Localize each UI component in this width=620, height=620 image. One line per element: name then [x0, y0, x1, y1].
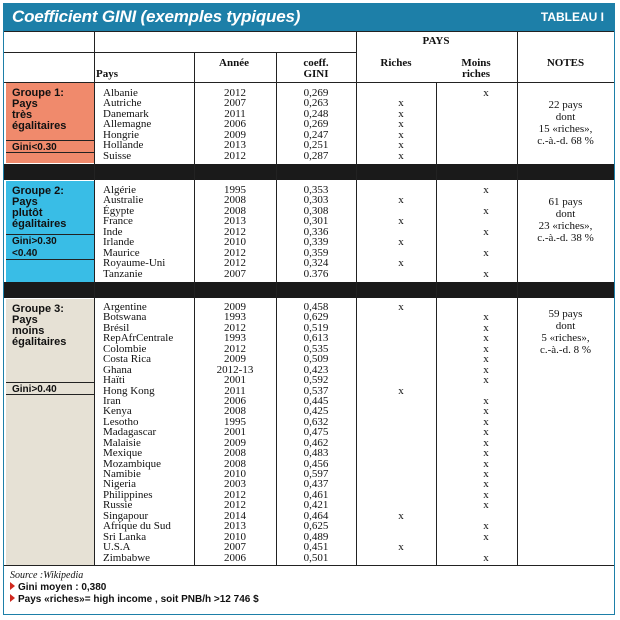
moins-mark: x: [483, 246, 489, 259]
country: Costa Rica: [103, 353, 151, 366]
country: Danemark: [103, 107, 149, 120]
year: 2007: [224, 541, 246, 554]
year: 2012: [224, 488, 246, 501]
moins-mark: x: [483, 405, 489, 418]
year: 2006: [224, 394, 246, 407]
moins-mark: x: [483, 342, 489, 355]
year: 2013: [224, 520, 246, 533]
group2-coeffs: [276, 185, 356, 279]
coeff: 0,501: [303, 551, 329, 564]
group3-cell: [6, 299, 95, 565]
coeff: 0,324: [303, 257, 329, 270]
moins-mark: x: [483, 267, 489, 280]
moins-mark: x: [483, 520, 489, 533]
country: Royaume-Uni: [103, 257, 166, 270]
year: 2012: [224, 499, 246, 512]
header-pays-group: PAYS: [422, 35, 450, 47]
riches-mark: x: [398, 301, 404, 313]
country: Suisse: [103, 149, 132, 162]
moins-mark: x: [483, 436, 489, 449]
year: 2007: [224, 97, 246, 110]
country: Allemagne: [103, 118, 152, 131]
group1-years: [194, 88, 276, 161]
country: Algérie: [103, 184, 136, 196]
coeff: 0,445: [303, 394, 329, 407]
moins-mark: x: [483, 321, 489, 334]
triangle-bullet-icon: [10, 582, 15, 590]
country: Afrique du Sud: [103, 520, 171, 533]
coeff: 0.376: [303, 267, 329, 280]
year: 2009: [224, 353, 246, 366]
rule: [4, 565, 614, 566]
moins-mark: x: [483, 363, 489, 376]
coeff: 0,423: [303, 363, 329, 376]
moins-mark: x: [483, 332, 489, 345]
coeff: 0,537: [303, 384, 329, 397]
country: Kenya: [103, 405, 132, 418]
year: 2012: [224, 342, 246, 355]
moins-mark: x: [483, 394, 489, 407]
year: 2012: [224, 225, 246, 238]
group2-cell: [6, 181, 95, 282]
moins-mark: x: [483, 478, 489, 491]
group3-countries: [103, 302, 173, 563]
group3-coeffs: [276, 302, 356, 563]
year: 1995: [224, 415, 246, 428]
coeff: 0,464: [303, 509, 329, 522]
group2-gini: Gini>0.30 <0.40: [6, 234, 95, 260]
year: 2013: [224, 215, 246, 228]
coeff: 0,456: [303, 457, 329, 470]
coeff: 0,303: [303, 194, 329, 207]
riches-mark: [356, 323, 446, 333]
coeff: 0,247: [303, 128, 329, 141]
coeff: 0,625: [303, 520, 329, 533]
country: Botswana: [103, 311, 147, 324]
country: Colombie: [103, 342, 147, 355]
year: 2012: [224, 321, 246, 334]
moins-mark: [436, 258, 536, 268]
riches-mark: x: [398, 257, 404, 270]
moins-mark: x: [483, 184, 489, 196]
country: Lesotho: [103, 415, 139, 428]
moins-mark: x: [483, 551, 489, 564]
riches-mark: [356, 448, 446, 458]
coeff: 0,613: [303, 332, 329, 345]
moins-mark: x: [483, 225, 489, 238]
group1-gini: Gini<0.30: [6, 140, 95, 153]
coeff: 0,308: [303, 204, 329, 217]
country: Malaisie: [103, 436, 141, 449]
moins-mark: x: [483, 499, 489, 512]
group3-label: Groupe 3: Pays moins égalitaires: [12, 303, 67, 348]
riches-mark: x: [398, 128, 404, 141]
country: Mexique: [103, 447, 143, 460]
country: Maurice: [103, 246, 140, 259]
moins-mark: x: [483, 447, 489, 460]
moins-mark: x: [483, 468, 489, 480]
riches-mark: x: [398, 236, 404, 249]
year: 2010: [224, 236, 246, 249]
country: Brésil: [103, 321, 130, 334]
riches-mark: [356, 406, 446, 416]
country: Iran: [103, 394, 121, 407]
year: 1993: [224, 311, 246, 324]
moins-mark: x: [483, 488, 489, 501]
coeff: 0,269: [303, 118, 329, 131]
riches-mark: [356, 417, 446, 427]
country: Albanie: [103, 87, 138, 99]
moins-mark: [436, 542, 536, 552]
group1-riches: [356, 88, 446, 161]
country: Hollande: [103, 139, 144, 152]
triangle-bullet-icon: [10, 594, 15, 602]
coeff: 0,519: [303, 321, 329, 334]
group2-riches: [356, 185, 446, 279]
country: Singapour: [103, 509, 149, 522]
group1-cell: [6, 83, 95, 163]
riches-mark: [356, 459, 446, 469]
gini-table-panel: [3, 3, 615, 615]
year: 2009: [224, 301, 246, 313]
country: Russie: [103, 499, 133, 512]
country: Tanzanie: [103, 267, 143, 280]
riches-mark: x: [398, 139, 404, 152]
riches-mark: [356, 344, 446, 354]
year: 2001: [224, 426, 246, 439]
country: Hong Kong: [103, 384, 155, 397]
riches-mark: x: [398, 215, 404, 228]
rule: [4, 82, 614, 83]
year: 2011: [224, 107, 246, 120]
group3-riches: [356, 302, 446, 563]
coeff: 0,462: [303, 436, 329, 449]
year: 2010: [224, 530, 246, 543]
coeff: 0,359: [303, 246, 329, 259]
header-annee: Année: [219, 57, 249, 69]
header-riches: Riches: [380, 57, 412, 69]
group1-countries: [103, 88, 151, 161]
moins-mark: [436, 151, 536, 161]
riches-mark: [356, 365, 446, 375]
moins-mark: x: [483, 415, 489, 428]
footer: [10, 570, 259, 606]
riches-mark: [356, 553, 446, 563]
riches-mark: [356, 333, 446, 343]
riches-mark: [356, 521, 446, 531]
group3-note: 59 pays dont 5 «riches», c.-à.-d. 8 %: [539, 308, 591, 356]
moins-mark: x: [483, 530, 489, 543]
year: 1993: [224, 332, 246, 345]
country: France: [103, 215, 133, 228]
moins-mark: x: [483, 426, 489, 439]
country: Nigeria: [103, 478, 136, 491]
coeff: 0,339: [303, 236, 329, 249]
coeff: 0,592: [303, 374, 329, 387]
coeff: 0,421: [303, 499, 329, 512]
year: 2003: [224, 478, 246, 491]
country: Haïti: [103, 374, 125, 387]
year: 2013: [224, 139, 246, 152]
country: Inde: [103, 225, 123, 238]
riches-mark: x: [398, 541, 404, 554]
title-bar: [4, 4, 614, 31]
year: 2009: [224, 436, 246, 449]
moins-mark: x: [483, 87, 489, 99]
gini-moyen: Gini moyen : 0,380: [18, 582, 107, 593]
group1-coeffs: [276, 88, 356, 161]
rule: [94, 31, 95, 565]
country: Irlande: [103, 236, 135, 249]
year: 2008: [224, 204, 246, 217]
year: 2001: [224, 374, 246, 387]
header-moins-riches: Moins riches: [461, 57, 491, 80]
riches-mark: [356, 427, 446, 437]
coeff: 0,251: [303, 139, 329, 152]
year: 1995: [224, 184, 246, 196]
riches-mark: [356, 269, 446, 279]
header-notes: NOTES: [546, 57, 585, 69]
coeff: 0,483: [303, 447, 329, 460]
header-pays: Pays: [96, 68, 118, 80]
year: 2012: [224, 257, 246, 270]
country: Philippines: [103, 488, 153, 501]
year: 2008: [224, 405, 246, 418]
riches-mark: x: [398, 509, 404, 522]
riches-mark: [356, 312, 446, 322]
source-text: Source :Wikipedia: [10, 570, 84, 581]
moins-mark: x: [483, 374, 489, 387]
year: 2012-13: [216, 363, 254, 376]
moins-mark: x: [483, 353, 489, 366]
year: 2008: [224, 447, 246, 460]
year: 2012: [224, 246, 246, 259]
coeff: 0,461: [303, 488, 329, 501]
separator-bar: [4, 282, 614, 298]
riches-mark: x: [398, 149, 404, 162]
coeff: 0,248: [303, 107, 329, 120]
coeff: 0,509: [303, 353, 329, 366]
country: U.S.A: [103, 541, 131, 554]
coeff: 0,451: [303, 541, 329, 554]
coeff: 0,597: [303, 468, 329, 480]
group2-label: Groupe 2: Pays plutôt égalitaires: [12, 185, 67, 230]
country: Australie: [103, 194, 144, 207]
year: 2010: [224, 468, 246, 480]
riches-mark: [356, 490, 446, 500]
rule: [4, 31, 614, 32]
riches-mark: x: [398, 384, 404, 397]
moins-mark: x: [483, 457, 489, 470]
country: Namibie: [103, 468, 141, 480]
riches-mark: x: [398, 107, 404, 120]
country: RepAfrCentrale: [103, 332, 174, 345]
coeff: 0,336: [303, 225, 329, 238]
year: 2009: [224, 128, 246, 141]
year: 2006: [224, 551, 246, 564]
year: 2014: [224, 509, 246, 522]
group2-note: 61 pays dont 23 «riches», c.-à.-d. 38 %: [537, 196, 594, 244]
country: Autriche: [103, 97, 142, 110]
country: Madagascar: [103, 426, 157, 439]
tableau-label: TABLEAU I: [540, 10, 604, 24]
riches-mark: [356, 396, 446, 406]
coeff: 0,269: [303, 87, 329, 99]
country: Zimbabwe: [103, 551, 151, 564]
country: Égypte: [103, 204, 135, 217]
coeff: 0,632: [303, 415, 329, 428]
country: Argentine: [103, 301, 147, 313]
group3-gini: Gini>0.40: [6, 382, 95, 395]
country: Mozambique: [103, 457, 162, 470]
coeff: 0,629: [303, 311, 329, 324]
group1-note: 22 pays dont 15 «riches», c.-à.-d. 68 %: [537, 99, 594, 147]
riches-mark: [356, 438, 446, 448]
riches-mark: x: [398, 118, 404, 131]
group3-years: [194, 302, 276, 563]
year: 2012: [224, 149, 246, 162]
header-coeff: coeff. GINI: [303, 57, 329, 80]
year: 2012: [224, 87, 246, 99]
country: Ghana: [103, 363, 132, 376]
group2-years: [194, 185, 276, 279]
coeff: 0,301: [303, 215, 329, 228]
moins-mark: x: [483, 311, 489, 324]
year: 2011: [224, 384, 246, 397]
country: Hongrie: [103, 128, 140, 141]
coeff: 0,287: [303, 149, 329, 162]
riches-mark: [356, 479, 446, 489]
year: 2007: [224, 267, 246, 280]
year: 2008: [224, 194, 246, 207]
table-title: Coefficient GINI (exemples typiques): [12, 7, 301, 26]
coeff: 0,489: [303, 530, 329, 543]
group2-countries: [103, 185, 165, 279]
riches-mark: x: [398, 194, 404, 207]
year: 2008: [224, 457, 246, 470]
moins-mark: x: [483, 204, 489, 217]
coeff: 0,437: [303, 478, 329, 491]
year: 2006: [224, 118, 246, 131]
riches-mark: [356, 375, 446, 385]
coeff: 0,475: [303, 426, 329, 439]
separator-bar: [4, 164, 614, 180]
coeff: 0,263: [303, 97, 329, 110]
group1-label: Groupe 1: Pays très égalitaires: [12, 87, 67, 132]
coeff: 0,458: [303, 301, 329, 313]
country: Sri Lanka: [103, 530, 147, 543]
coeff: 0,353: [303, 184, 329, 196]
coeff: 0,425: [303, 405, 329, 418]
coeff: 0,535: [303, 342, 329, 355]
riches-mark: [356, 469, 446, 479]
riches-mark: x: [398, 97, 404, 110]
riches-mark: [356, 354, 446, 364]
rule: [4, 52, 356, 53]
riches-definition: Pays «riches»= high income , soit PNB/h >12 746 $: [18, 594, 259, 605]
